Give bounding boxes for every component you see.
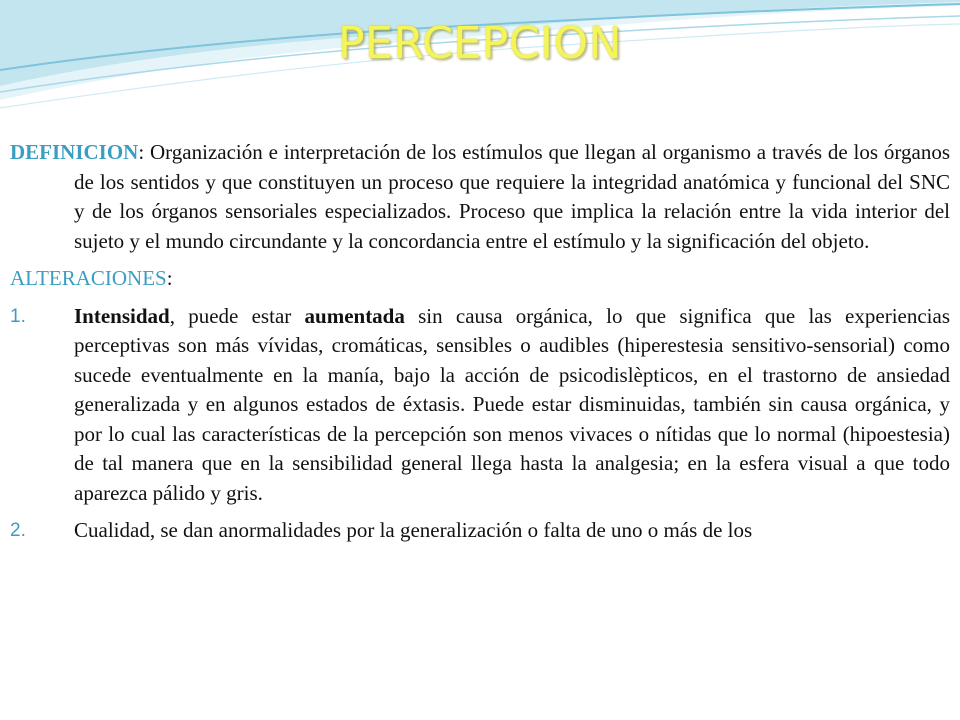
item-text-b: sin causa orgánica, lo que significa que las experiencias perceptivas son más vívidas, cromáticas, sensibles o audibles (hiperestesia sensitivo-sensorial) como sucede eventualmente en la manía, bajo la acción de psicodislèpticos, en el trastorno de ansiedad generalizada y en algunos estados de éxtasis. Puede estar disminuidas, también sin causa orgánica, y por lo cual las características de la percepción son menos vivaces o nítidas que lo normal (hipoestesia) de tal manera que en la sensibilidad general llega hasta la analgesia; en la esfera visual a que todo aparezca pálido y gris.: [74, 303, 950, 505]
definition-paragraph: [10, 138, 950, 256]
list-number: 2.: [10, 520, 26, 541]
list-item-intensidad: [10, 302, 950, 509]
slide-body: [10, 138, 950, 546]
list-item-cualidad: [10, 516, 950, 546]
emphasis-aumentada: aumentada: [304, 303, 405, 328]
item-text-cualidad: Cualidad, se dan anormalidades por la generalización o falta de uno o más de los: [74, 518, 753, 542]
alteraciones-label: ALTERACIONES: [10, 266, 167, 290]
definition-label: DEFINICION: [10, 140, 139, 164]
alteraciones-heading: [10, 264, 950, 294]
slide-title: PERCEPCION: [337, 18, 623, 69]
alteraciones-colon: :: [166, 266, 173, 290]
list-number: 1.: [10, 305, 26, 327]
item-text-a: , puede estar: [169, 303, 305, 328]
definition-text: : Organización e interpretación de los estímulos que llegan al organismo a través de los órganos de los sentidos y que constituyen un proceso que requiere la integridad anatómica y funcional del SNC y de los órganos sensoriales especializados. Proceso que implica la relación entre la vida interior del sujeto y el mundo circundante y la concordancia entre el estímulo y la significación del objeto.: [74, 140, 950, 253]
term-intensidad: Intensidad: [74, 303, 170, 328]
